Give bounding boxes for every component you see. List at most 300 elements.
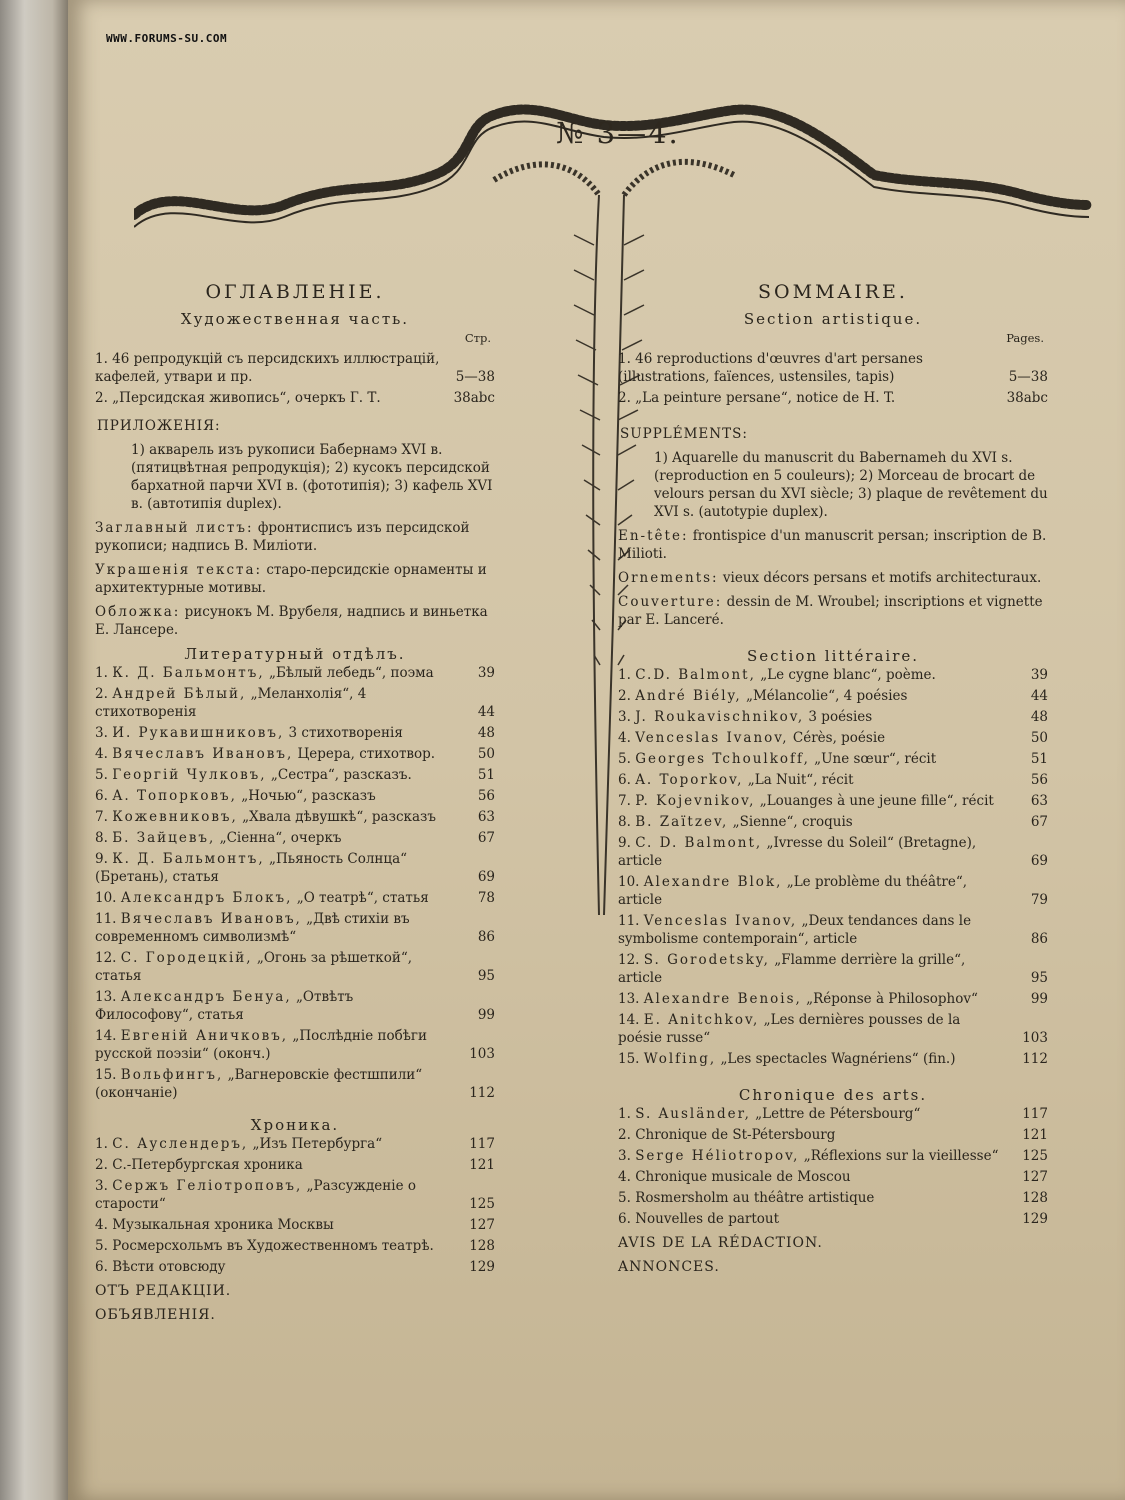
- entry-number: 1.: [95, 665, 108, 681]
- toc-entry: [95, 389, 495, 407]
- entry-title: „Le problème du théâtre“, article: [618, 874, 968, 908]
- toc-entry: [618, 813, 1048, 831]
- page-number: 125: [1022, 1148, 1048, 1164]
- entry-number: 1.: [95, 1136, 108, 1152]
- ru-supp-text: 1) акварель изъ рукописи Бабернамэ XVI в. (пятицвѣтная репродукція); 2) кусокъ персидской бархатной парчи XVI в. (фототипія); 3) кафель XVI в. (автотипія duplex).: [131, 442, 493, 512]
- entry-author: Евгеній Аничковъ,: [120, 1028, 289, 1044]
- entry-title: „Послѣдніе побѣги русской поэзіи“ (оконч.): [95, 1028, 427, 1062]
- entry-author: P. Kojevnikov,: [635, 793, 756, 809]
- toc-entry: [618, 792, 1048, 810]
- entry-text: [618, 1126, 1002, 1144]
- entry-number: 5.: [618, 751, 631, 767]
- entry-title: „Разсужденіе о старости“: [95, 1178, 416, 1212]
- entry-author: Андрей Бѣлый,: [112, 686, 247, 702]
- entry-author: И. Рукавишниковъ,: [112, 725, 285, 741]
- entry-text: [618, 1050, 1002, 1068]
- entry-number: 15.: [618, 1051, 640, 1067]
- ru-art-title: Художественная часть.: [180, 310, 410, 328]
- entry-text: [618, 1147, 1002, 1165]
- page-number: 78: [477, 890, 495, 906]
- entry-title: „Mélancolie“, 4 poésies: [745, 688, 908, 704]
- page-number: 129: [469, 1259, 495, 1275]
- toc-entry: [95, 889, 495, 907]
- entry-title: Chronique de St-Pétersbourg: [635, 1127, 836, 1143]
- entry-number: 5.: [618, 1190, 631, 1206]
- entry-title: „Deux tendances dans le symbolisme contemporain“, article: [618, 913, 972, 947]
- entry-text: [95, 745, 449, 763]
- fr-footer-ads: ANNONCES.: [618, 1259, 720, 1275]
- entry-title: „Отвѣтъ Философову“, статья: [95, 989, 354, 1023]
- page-number: 69: [477, 869, 495, 885]
- fr-art-title: Section artistique.: [743, 310, 923, 328]
- entry-author: Георгій Чулковъ,: [112, 767, 267, 783]
- entry-text: [618, 990, 1002, 1008]
- page-number: 121: [469, 1157, 495, 1173]
- entry-number: 13.: [618, 991, 640, 1007]
- entry-number: 9.: [95, 851, 108, 867]
- entry-title: Росмерсхольмъ въ Художественномъ театрѣ.: [112, 1238, 434, 1254]
- toc-entry: [618, 350, 1048, 386]
- page-number: 48: [477, 725, 495, 741]
- entry-author: К. Д. Бальмонтъ,: [112, 851, 265, 867]
- entry-title: 2. „La peinture persane“, notice de H. T.: [618, 390, 896, 406]
- entry-number: 13.: [95, 989, 117, 1005]
- page-number: 127: [469, 1217, 495, 1233]
- entry-text: [95, 829, 449, 847]
- fr-lit-title: Section littéraire.: [746, 647, 920, 665]
- toc-entry: [618, 1210, 1048, 1228]
- note-key: Украшенія текста:: [95, 562, 263, 578]
- entry-title: Музыкальная хроника Москвы: [112, 1217, 334, 1233]
- entry-author: Александръ Бенуа,: [120, 989, 292, 1005]
- entry-text: [618, 750, 1002, 768]
- entry-number: 12.: [95, 950, 117, 966]
- ru-chr-title: Хроника.: [250, 1116, 340, 1134]
- note-item: [618, 569, 1048, 587]
- note-key: Ornements:: [618, 570, 719, 586]
- toc-entry: [95, 808, 495, 826]
- entry-number: 4.: [95, 1217, 108, 1233]
- toc-entry: [618, 951, 1048, 987]
- entry-title: „Сіенна“, очеркъ: [219, 830, 342, 846]
- entry-title: 1. 46 репродукцій съ персидскихъ иллюстрацій, кафелей, утвари и пр.: [95, 351, 440, 385]
- french-contents: [618, 283, 1048, 1276]
- note-key: Обложка:: [95, 604, 181, 620]
- entry-author: E. Anitchkov,: [643, 1012, 760, 1028]
- toc-entry: [618, 1168, 1048, 1186]
- entry-number: 3.: [618, 709, 631, 725]
- book-spine: [0, 0, 70, 1500]
- entry-title: „Сестра“, разсказъ.: [270, 767, 412, 783]
- entry-text: [618, 1105, 1002, 1123]
- ru-chr-list: [95, 1135, 495, 1276]
- entry-number: 2.: [618, 688, 631, 704]
- entry-number: 2.: [95, 686, 108, 702]
- entry-author: К. Д. Бальмонтъ,: [112, 665, 265, 681]
- entry-title: „Бѣлый лебедь“, поэма: [268, 665, 434, 681]
- toc-entry: [618, 1105, 1048, 1123]
- page-number: 51: [477, 767, 495, 783]
- note-key: Заглавный листъ:: [95, 520, 254, 536]
- toc-entry: [618, 834, 1048, 870]
- note-text: vieux décors persans et motifs architecturaux.: [722, 570, 1042, 586]
- page-number: 44: [1030, 688, 1048, 704]
- entry-author: А. Топорковъ,: [112, 788, 237, 804]
- toc-entry: [618, 873, 1048, 909]
- entry-author: Вячеславъ Ивановъ,: [120, 911, 302, 927]
- ru-page-label: Стр.: [464, 331, 491, 345]
- entry-author: Вольфингъ,: [120, 1067, 224, 1083]
- entry-title: Rosmersholm au théâtre artistique: [635, 1190, 875, 1206]
- note-key: Couverture:: [618, 594, 723, 610]
- entry-title: „Réflexions sur la vieillesse“: [803, 1148, 999, 1164]
- entry-text: [618, 729, 1002, 747]
- entry-number: 10.: [618, 874, 640, 890]
- entry-text: [95, 766, 449, 784]
- entry-title: „Меланхолія“, 4 стихотворенія: [95, 686, 367, 720]
- page-number: 38abc: [1006, 390, 1048, 406]
- page-number: 48: [1030, 709, 1048, 725]
- toc-entry: [95, 664, 495, 682]
- page-number: 128: [469, 1238, 495, 1254]
- page-number: 67: [1030, 814, 1048, 830]
- entry-number: 5.: [95, 767, 108, 783]
- entry-text: [618, 912, 1002, 948]
- toc-entry: [95, 1216, 495, 1234]
- page-number: 69: [1030, 853, 1048, 869]
- entry-author: J. Roukavischnikov,: [635, 709, 805, 725]
- toc-entry: [95, 1135, 495, 1153]
- note-text: frontispice d'un manuscrit persan; inscription de B. Milioti.: [618, 528, 1047, 562]
- toc-entry: [618, 708, 1048, 726]
- entry-number: 12.: [618, 952, 640, 968]
- entry-title: „Огонь за рѣшеткой“, статья: [95, 950, 413, 984]
- entry-text: [618, 666, 1002, 684]
- page-number: 56: [477, 788, 495, 804]
- page-number: 50: [1030, 730, 1048, 746]
- toc-entry: [95, 1177, 495, 1213]
- entry-text: [95, 1216, 449, 1234]
- page-number: 112: [469, 1085, 495, 1101]
- entry-number: 6.: [95, 1259, 108, 1275]
- entry-text: [618, 687, 1002, 705]
- entry-text: [95, 850, 449, 886]
- fr-page-label: Pages.: [1006, 331, 1044, 345]
- entry-number: 2.: [95, 1157, 108, 1173]
- entry-title: Вѣсти отовсюду: [112, 1259, 226, 1275]
- entry-title: „Flamme derrière la grille“, article: [618, 952, 966, 986]
- entry-title: Chronique musicale de Moscou: [635, 1169, 851, 1185]
- ru-footer-editorial: ОТЪ РЕДАКЦІИ.: [95, 1283, 232, 1299]
- toc-entry: [95, 787, 495, 805]
- entry-text: [95, 988, 449, 1024]
- note-item: [95, 519, 495, 555]
- entry-author: Сержъ Геліотроповъ,: [112, 1178, 303, 1194]
- entry-text: [95, 724, 449, 742]
- toc-entry: [95, 910, 495, 946]
- entry-text: [618, 1011, 1002, 1047]
- page-number: 39: [1030, 667, 1048, 683]
- entry-author: C. D. Balmont,: [635, 835, 763, 851]
- entry-number: 1.: [618, 667, 631, 683]
- entry-text: [618, 951, 1002, 987]
- entry-author: C.D. Balmont,: [635, 667, 756, 683]
- toc-entry: [618, 729, 1048, 747]
- entry-author: Вячеславъ Ивановъ,: [112, 746, 294, 762]
- entry-number: 1.: [618, 1106, 631, 1122]
- page-number: 79: [1030, 892, 1048, 908]
- page-number: 86: [1030, 931, 1048, 947]
- entry-title: „Réponse à Philosophov“: [806, 991, 978, 1007]
- entry-text: [95, 1027, 449, 1063]
- entry-title: 3 стихотворенія: [288, 725, 403, 741]
- entry-author: Александръ Блокъ,: [120, 890, 293, 906]
- entry-text: [618, 792, 1002, 810]
- toc-entry: [618, 771, 1048, 789]
- entry-title: „Le cygne blanc“, poème.: [760, 667, 936, 683]
- toc-entry: [618, 1050, 1048, 1068]
- note-text: фронтисписъ изъ персидской рукописи; надпись В. Миліоти.: [95, 520, 470, 554]
- entry-title: Cérès, poésie: [792, 730, 886, 746]
- entry-author: С. Ауслендеръ,: [112, 1136, 249, 1152]
- entry-text: [95, 685, 449, 721]
- entry-title: „La Nuit“, récit: [747, 772, 854, 788]
- fr-footer-editorial: AVIS DE LA RÉDACTION.: [618, 1235, 823, 1251]
- page-number: 95: [477, 968, 495, 984]
- toc-entry: [95, 685, 495, 721]
- entry-author: Б. Зайцевъ,: [112, 830, 216, 846]
- entry-title: „Louanges à une jeune fille“, récit: [759, 793, 994, 809]
- note-item: [95, 603, 495, 639]
- entry-number: 6.: [618, 772, 631, 788]
- entry-number: 9.: [618, 835, 631, 851]
- russian-contents: [95, 283, 495, 1324]
- toc-entry: [618, 666, 1048, 684]
- toc-entry: [618, 1011, 1048, 1047]
- entry-title: „Ivresse du Soleil“ (Bretagne), article: [618, 835, 977, 869]
- toc-entry: [95, 850, 495, 886]
- entry-number: 11.: [618, 913, 640, 929]
- entry-text: [95, 664, 449, 682]
- entry-author: Georges Tchoulkoff,: [635, 751, 810, 767]
- page-number: 51: [1030, 751, 1048, 767]
- entry-number: 6.: [95, 788, 108, 804]
- entry-title: С.-Петербургская хроника: [112, 1157, 303, 1173]
- entry-text: [95, 1237, 449, 1255]
- note-item: [95, 561, 495, 597]
- entry-title: 1. 46 reproductions d'œuvres d'art persanes (illustrations, faïences, ustensiles, tapis): [618, 351, 923, 385]
- toc-entry: [95, 1237, 495, 1255]
- entry-title: 3 poésies: [808, 709, 873, 725]
- entry-title: „Изъ Петербурга“: [252, 1136, 383, 1152]
- ru-heading: ОГЛАВЛЕНІЕ.: [205, 281, 385, 303]
- entry-number: 14.: [95, 1028, 117, 1044]
- toc-entry: [95, 1027, 495, 1063]
- note-key: En-tête:: [618, 528, 689, 544]
- entry-number: 15.: [95, 1067, 117, 1083]
- page-number: 5—38: [455, 369, 495, 385]
- page-number: 39: [477, 665, 495, 681]
- entry-author: Venceslas Ivanov,: [643, 913, 798, 929]
- page-number: 117: [1022, 1106, 1048, 1122]
- entry-number: 14.: [618, 1012, 640, 1028]
- entry-title: „Вагнеровскіе фестшпили“ (окончаніе): [95, 1067, 423, 1101]
- toc-entry: [618, 750, 1048, 768]
- entry-title: „Sienne“, croquis: [732, 814, 853, 830]
- page-number: 67: [477, 830, 495, 846]
- fr-chr-title: Chronique des arts.: [738, 1086, 928, 1104]
- ru-lit-list: [95, 664, 495, 1102]
- page-number: 129: [1022, 1211, 1048, 1227]
- entry-number: 4.: [95, 746, 108, 762]
- fr-art-list: [618, 350, 1048, 407]
- fr-lit-list: [618, 666, 1048, 1068]
- toc-entry: [618, 990, 1048, 1008]
- page-number: 99: [477, 1007, 495, 1023]
- entry-author: S. Gorodetsky,: [643, 952, 770, 968]
- ru-art-list: [95, 350, 495, 407]
- toc-entry: [618, 912, 1048, 948]
- entry-title: Церера, стихотвор.: [297, 746, 436, 762]
- page-number: 63: [477, 809, 495, 825]
- toc-entry: [95, 949, 495, 985]
- entry-text: [618, 708, 1002, 726]
- toc-entry: [95, 988, 495, 1024]
- ru-lit-title: Литературный отдѣлъ.: [184, 645, 406, 663]
- entry-title: „Ночью“, разсказъ: [241, 788, 376, 804]
- page-number: 44: [477, 704, 495, 720]
- ru-supp-title: ПРИЛОЖЕНІЯ:: [97, 418, 221, 434]
- page-number: 86: [477, 929, 495, 945]
- toc-entry: [618, 1189, 1048, 1207]
- page-number: 5—38: [1008, 369, 1048, 385]
- entry-title: „Двѣ стихіи въ современномъ символизмѣ“: [95, 911, 410, 945]
- page-number: 128: [1022, 1190, 1048, 1206]
- entry-text: [95, 910, 449, 946]
- ru-footer-ads: ОБЪЯВЛЕНІЯ.: [95, 1307, 216, 1323]
- page-number: 103: [469, 1046, 495, 1062]
- entry-text: [618, 771, 1002, 789]
- entry-number: 2.: [618, 1127, 631, 1143]
- page-number: 112: [1022, 1051, 1048, 1067]
- entry-number: 3.: [95, 725, 108, 741]
- page-number: 121: [1022, 1127, 1048, 1143]
- entry-text: [618, 1210, 1002, 1228]
- toc-entry: [95, 350, 495, 386]
- page-number: 117: [469, 1136, 495, 1152]
- entry-author: Кожевниковъ,: [112, 809, 238, 825]
- entry-author: С. Городецкій,: [120, 950, 253, 966]
- page-number: 50: [477, 746, 495, 762]
- issue-number: № 3—4.: [556, 116, 680, 150]
- entry-title: „О театрѣ“, статья: [296, 890, 429, 906]
- toc-entry: [618, 687, 1048, 705]
- page-number: 99: [1030, 991, 1048, 1007]
- toc-entry: [95, 745, 495, 763]
- entry-title: „Lettre de Pétersbourg“: [755, 1106, 921, 1122]
- entry-number: 5.: [95, 1238, 108, 1254]
- entry-text: [618, 834, 1002, 870]
- entry-title: „Les spectacles Wagnériens“ (fin.): [720, 1051, 956, 1067]
- entry-text: [95, 1156, 449, 1174]
- toc-entry: [618, 1126, 1048, 1144]
- entry-text: [95, 1135, 449, 1153]
- entry-number: 10.: [95, 890, 117, 906]
- entry-author: Wolfing,: [643, 1051, 717, 1067]
- page-number: 95: [1030, 970, 1048, 986]
- entry-number: 8.: [618, 814, 631, 830]
- entry-number: 7.: [618, 793, 631, 809]
- toc-entry: [95, 1156, 495, 1174]
- note-item: [618, 593, 1048, 629]
- entry-number: 6.: [618, 1211, 631, 1227]
- fr-heading: SOMMAIRE.: [758, 281, 908, 303]
- entry-author: B. Zaïtzev,: [635, 814, 729, 830]
- entry-title: 2. „Персидская живопись“, очеркъ Г. Т.: [95, 390, 381, 406]
- entry-text: [618, 1168, 1002, 1186]
- fr-supp-text: 1) Aquarelle du manuscrit du Babernameh du XVI s. (reproduction en 5 couleurs); 2) Morceau de brocart de velours persan du XVI siècle; 3) plaque de revêtement du XVI s. (autotypie duplex).: [654, 450, 1048, 520]
- entry-text: [95, 787, 449, 805]
- entry-text: [618, 1189, 1002, 1207]
- page-number: 127: [1022, 1169, 1048, 1185]
- toc-entry: [95, 829, 495, 847]
- entry-number: 3.: [95, 1178, 108, 1194]
- fr-supp-title: SUPPLÉMENTS:: [620, 426, 748, 442]
- ru-notes: [95, 519, 495, 639]
- entry-author: S. Ausländer,: [635, 1106, 751, 1122]
- page-number: 56: [1030, 772, 1048, 788]
- note-text: старо-персидскіе орнаменты и архитектурные мотивы.: [95, 562, 487, 596]
- fr-chr-list: [618, 1105, 1048, 1228]
- entry-title: „Les dernières pousses de la poésie russe“: [618, 1012, 961, 1046]
- entry-author: Alexandre Benois,: [643, 991, 802, 1007]
- entry-author: André Biély,: [635, 688, 742, 704]
- entry-number: 4.: [618, 730, 631, 746]
- entry-author: Alexandre Blok,: [643, 874, 783, 890]
- entry-number: 7.: [95, 809, 108, 825]
- toc-entry: [618, 389, 1048, 407]
- entry-text: [95, 1066, 449, 1102]
- watermark: WWW.FORUMS-SU.COM: [106, 32, 228, 45]
- entry-text: [95, 949, 449, 985]
- page-number: 63: [1030, 793, 1048, 809]
- entry-number: 8.: [95, 830, 108, 846]
- entry-text: [618, 873, 1002, 909]
- entry-author: Serge Héliotropov,: [635, 1148, 800, 1164]
- entry-text: [95, 808, 449, 826]
- entry-title: „Une sœur“, récit: [814, 751, 937, 767]
- toc-entry: [95, 1066, 495, 1102]
- entry-text: [95, 1258, 449, 1276]
- entry-text: [95, 1177, 449, 1213]
- entry-author: A. Toporkov,: [635, 772, 744, 788]
- entry-text: [618, 813, 1002, 831]
- entry-title: „Хвала дѣвушкѣ“, разсказъ: [242, 809, 436, 825]
- note-item: [618, 527, 1048, 563]
- entry-number: 3.: [618, 1148, 631, 1164]
- fr-notes: [618, 527, 1048, 629]
- entry-title: Nouvelles de partout: [635, 1211, 780, 1227]
- entry-title: „Пьяность Солнца“ (Бретань), статья: [95, 851, 408, 885]
- entry-text: [95, 889, 449, 907]
- entry-number: 11.: [95, 911, 117, 927]
- toc-entry: [618, 1147, 1048, 1165]
- toc-entry: [95, 766, 495, 784]
- entry-number: 4.: [618, 1169, 631, 1185]
- page-number: 38abc: [453, 390, 495, 406]
- note-text: рисунокъ М. Врубеля, надпись и виньетка Е. Лансере.: [95, 604, 488, 638]
- toc-entry: [95, 1258, 495, 1276]
